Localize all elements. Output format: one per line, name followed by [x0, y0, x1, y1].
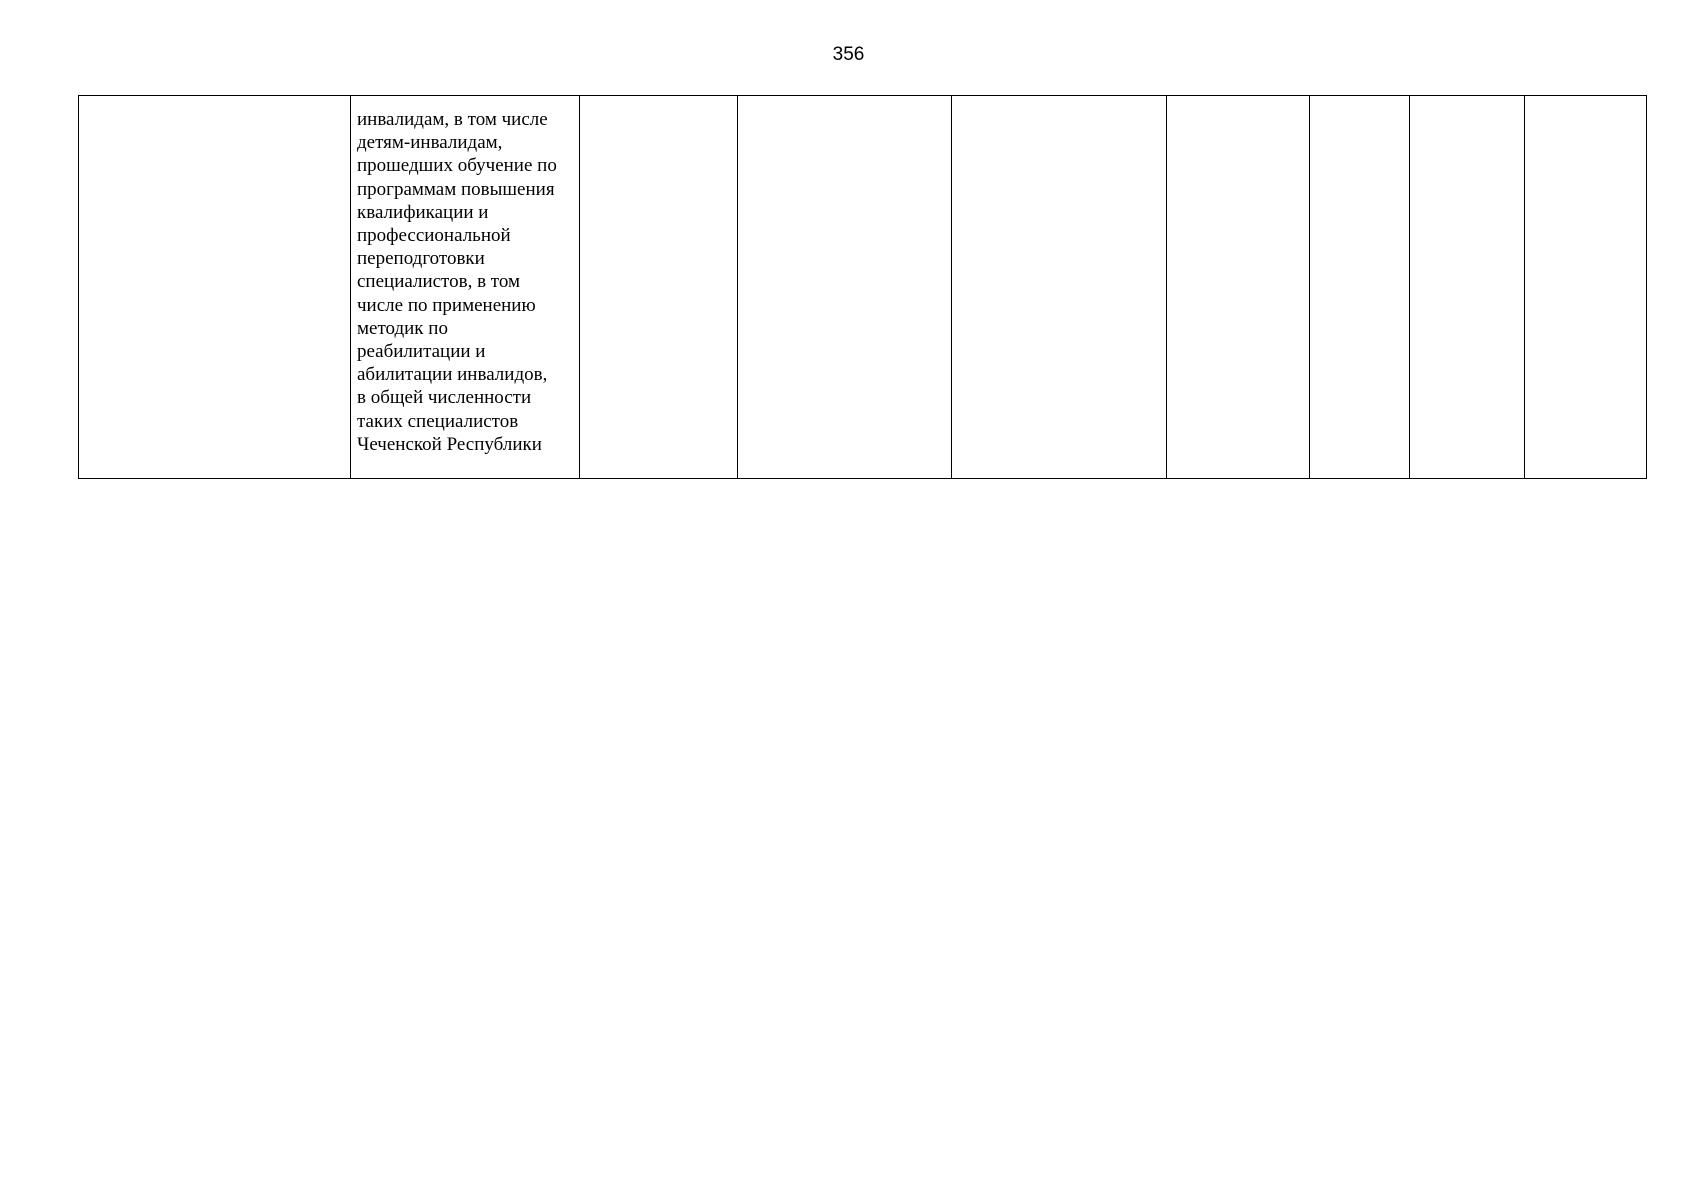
data-table: [78, 95, 1647, 479]
table-cell-6: [1167, 96, 1310, 479]
table-row: [79, 96, 1647, 479]
table-cell-indicator-text: инвалидам, в том числе детям-инвалидам, прошедших обучение по программам повышения квалификации и профессиональной переподготовки специалистов, в том числе по применению методик по реабилитации и абилитации инвалидов, в общей численности таких специалистов Чеченской Республики: [351, 96, 580, 479]
table-cell-8: [1410, 96, 1525, 479]
table-cell-4: [738, 96, 952, 479]
table-cell-7: [1310, 96, 1410, 479]
page-number: 356: [832, 44, 865, 65]
table-cell-1: [79, 96, 351, 479]
table-cell-3: [580, 96, 738, 479]
table-cell-9: [1525, 96, 1647, 479]
table-cell-5: [952, 96, 1167, 479]
